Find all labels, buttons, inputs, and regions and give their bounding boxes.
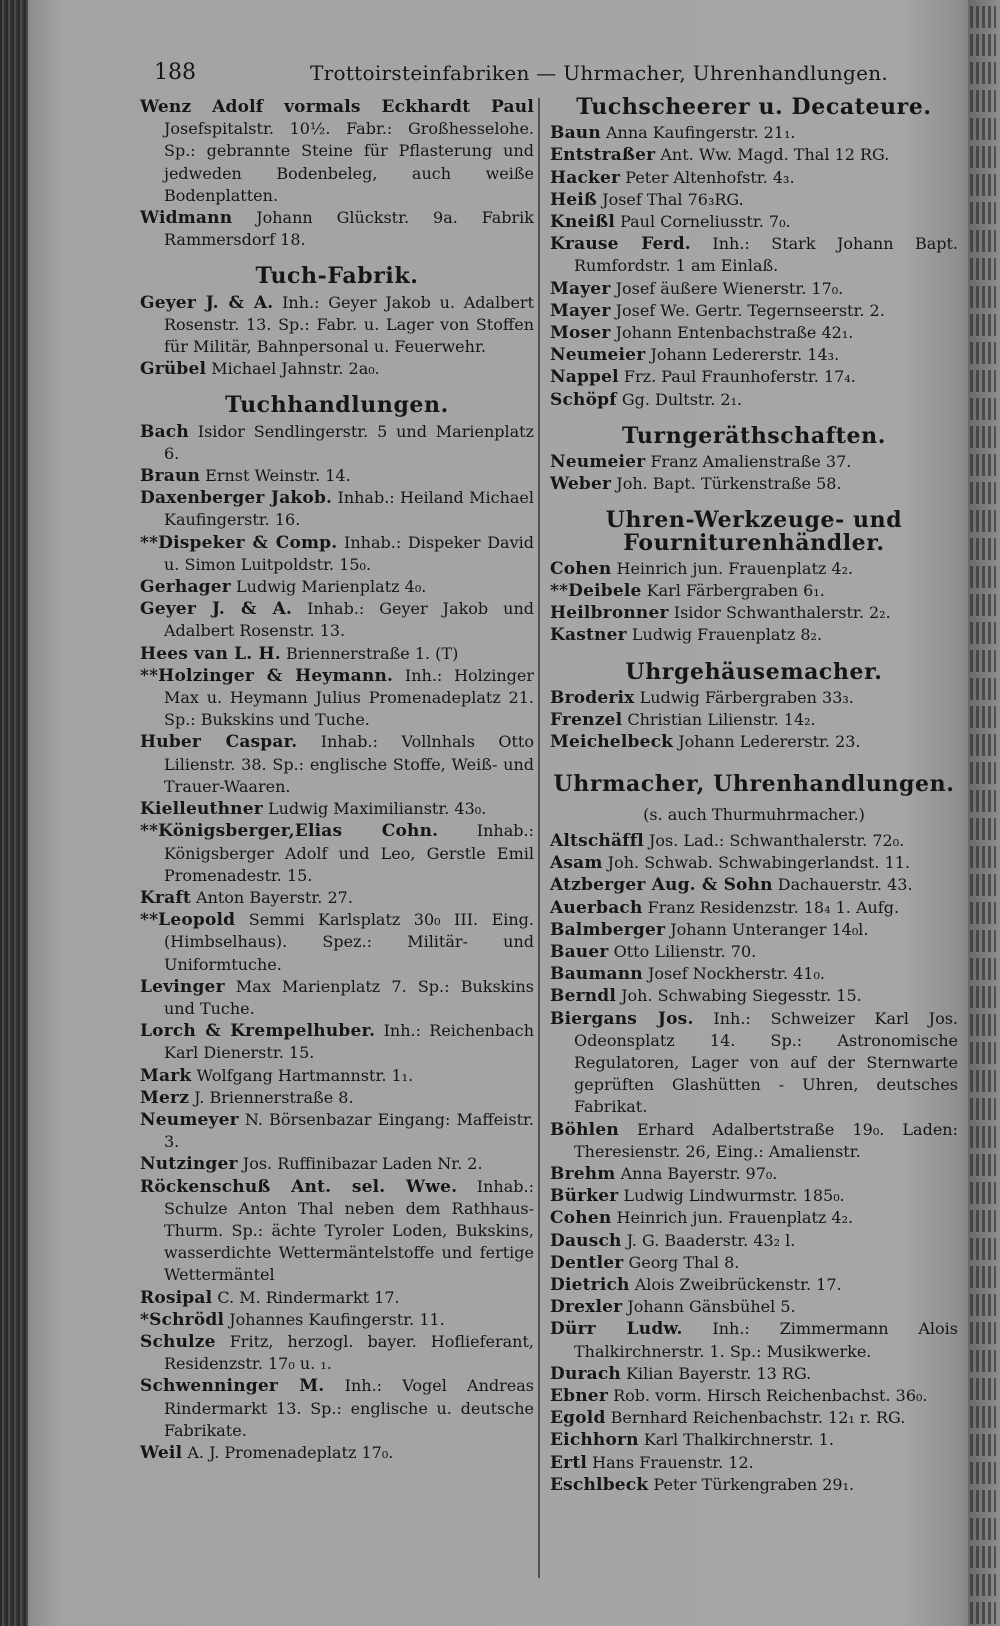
adjacent-page-text-fragment: [970, 790, 996, 812]
entry-details: Isidor Schwanthalerstr. 2₂.: [668, 603, 891, 623]
adjacent-page-text-fragment: [970, 90, 996, 112]
entry-details: Franz Amalienstraße 37.: [645, 452, 852, 472]
entry-details: Inh.: Reichenbach Karl Dienerstr. 15.: [164, 1021, 535, 1063]
directory-entry: [140, 887, 534, 909]
entry-name: Rosipal: [140, 1287, 213, 1308]
entry-details: Ludwig Färbergraben 33₃.: [634, 687, 854, 707]
section-heading: Turngeräthschaften.: [621, 422, 887, 449]
adjacent-page-text-fragment: [970, 1070, 996, 1092]
section-heading: Uhrgehäusemacher.: [625, 658, 883, 685]
entry-name: Cohen: [550, 1208, 612, 1229]
entry-name: Kastner: [550, 625, 627, 646]
directory-entry: [550, 1452, 958, 1474]
entry-details: Kilian Bayerstr. 13 RG.: [621, 1363, 812, 1383]
adjacent-page-text-fragment: [970, 202, 996, 224]
directory-entry: [550, 1185, 958, 1207]
adjacent-page-text-fragment: [970, 1490, 996, 1512]
running-title: Trottoirsteinfabriken — Uhrmacher, Uhrenhandlungen.: [310, 61, 889, 85]
entry-name: Kielleuthner: [140, 799, 263, 820]
adjacent-page-text-fragment: [970, 314, 996, 336]
entry-details: Inh.: Zimmermann Alois Thalkirchnerstr. 1. Sp.: Musikwerke.: [574, 1319, 958, 1361]
directory-page: [140, 56, 960, 1616]
directory-entry: [140, 532, 534, 576]
entry-details: Johann Unteranger 14₀l.: [665, 919, 869, 939]
entry-name: Röckenschuß Ant. sel. Wwe.: [140, 1176, 458, 1197]
entry-details: Otto Lilienstr. 70.: [608, 941, 757, 961]
directory-entry: [550, 1163, 958, 1185]
adjacent-page-text-fragment: [970, 146, 996, 168]
entry-details: Inhab.: Schulze Anton Thal neben dem Rathhaus-Thurm. Sp.: ächte Tyroler Loden, Bukskins, wasserdichte Wettermäntelstoffe und fertige Wettermäntel: [164, 1176, 534, 1285]
entry-name: Bürker: [550, 1186, 619, 1207]
adjacent-page-text-fragment: [970, 510, 996, 532]
directory-entry: [140, 207, 534, 251]
directory-entry: [140, 1442, 534, 1464]
entry-name: Grübel: [140, 359, 207, 380]
directory-entry: [550, 344, 958, 366]
adjacent-page-text-fragment: [970, 1210, 996, 1232]
directory-entry: [550, 473, 958, 495]
entry-details: Anna Kaufingerstr. 21₁.: [600, 123, 796, 143]
adjacent-page-text-fragment: [970, 1546, 996, 1568]
entry-name: Frenzel: [550, 710, 623, 731]
entry-name: Geyer J. & A.: [140, 599, 293, 620]
directory-entry: [140, 731, 534, 798]
section-heading: Uhrmacher, Uhrenhandlungen.: [553, 771, 955, 798]
entry-name: Nutzinger: [140, 1154, 238, 1175]
directory-entry: [140, 1109, 534, 1153]
entry-name: **Königsberger,Elias Cohn.: [140, 821, 439, 842]
entry-details: Frz. Paul Fraunhoferstr. 17₄.: [618, 367, 856, 387]
adjacent-page-text-fragment: [970, 118, 996, 140]
entry-name: *Schrödl: [140, 1309, 225, 1330]
entry-details: N. Börsenbazar Eingang: Maffeistr. 3.: [164, 1109, 534, 1152]
directory-entry: [550, 451, 958, 473]
directory-entry: [550, 144, 958, 166]
section-note: (s. auch Thurmuhrmacher.): [643, 804, 865, 824]
entry-name: Hees van L. H.: [140, 643, 281, 664]
adjacent-page-text-fragment: [970, 1126, 996, 1148]
entry-name: Krause Ferd.: [550, 234, 691, 255]
entry-name: Ertl: [550, 1452, 588, 1473]
directory-entry: [550, 122, 958, 144]
adjacent-page-text-fragment: [970, 1154, 996, 1176]
adjacent-page-text-fragment: [970, 230, 996, 252]
entry-name: Schöpf: [550, 389, 617, 410]
directory-entry: [550, 389, 958, 411]
directory-entry: [140, 909, 534, 976]
entry-name: Mark: [140, 1065, 192, 1086]
entry-name: Eichhorn: [550, 1430, 639, 1451]
adjacent-page-text-fragment: [970, 1434, 996, 1456]
entry-name: Berndl: [550, 986, 617, 1007]
adjacent-page-text-fragment: [970, 398, 996, 420]
directory-entry: [140, 292, 534, 359]
directory-entry: [550, 897, 958, 919]
adjacent-page-text-fragment: [970, 1098, 996, 1120]
entry-name: Daxenberger Jakob.: [140, 488, 333, 509]
entry-details: Joh. Schwabing Siegesstr. 15.: [616, 986, 862, 1006]
entry-name: Dausch: [550, 1230, 622, 1251]
directory-entry: [550, 167, 958, 189]
section-heading: Tuchscheerer u. Decateure.: [576, 94, 932, 120]
entry-details: Johann Entenbachstraße 42₁.: [610, 323, 854, 343]
directory-entry: [550, 687, 958, 709]
directory-entry: [550, 1363, 958, 1385]
directory-entry: [140, 465, 534, 487]
directory-entry: [550, 211, 958, 233]
entry-name: Moser: [550, 323, 611, 344]
entry-name: Schwenninger M.: [140, 1376, 325, 1397]
directory-entry: [140, 665, 534, 732]
directory-entry: [550, 322, 958, 344]
directory-entry: [550, 558, 958, 580]
entry-name: Böhlen: [550, 1119, 619, 1140]
entry-name: Cohen: [550, 558, 612, 579]
left-column: [140, 96, 534, 1464]
entry-details: Josefspitalstr. 10½. Fabr.: Großhesselohe. Sp.: gebrannte Steine für Pflasterung und jedweden Bodenbeleg, auch weiße Bodenplatten.: [164, 119, 534, 205]
entry-details: Peter Türkengraben 29₁.: [648, 1474, 855, 1494]
entry-details: Johann Ledererstr. 14₃.: [645, 345, 840, 365]
entry-details: Rob. vorm. Hirsch Reichenbachst. 36₀.: [607, 1385, 928, 1405]
entry-details: Jos. Lad.: Schwanthalerstr. 72₀.: [643, 830, 905, 850]
entry-name: Heiß: [550, 189, 598, 210]
adjacent-page-text-fragment: [970, 762, 996, 784]
two-column-listing: [140, 96, 960, 1608]
directory-entry: [140, 798, 534, 820]
directory-entry: [550, 189, 958, 211]
directory-entry: [550, 366, 958, 388]
adjacent-page-text-fragment: [970, 538, 996, 560]
directory-entry: [140, 1375, 534, 1442]
directory-entry: [550, 1207, 958, 1229]
adjacent-page-text-fragment: [970, 1042, 996, 1064]
entry-name: **Deibele: [550, 581, 642, 602]
adjacent-page-text-fragment: [970, 34, 996, 56]
directory-entry: [140, 598, 534, 642]
entry-details: Erhard Adalbertstraße 19₀. Laden: Theresienstr. 26, Eing.: Amalienstr.: [574, 1119, 958, 1161]
directory-entry: [550, 919, 958, 941]
entry-name: Widmann: [140, 208, 233, 229]
entry-details: Joh. Bapt. Türkenstraße 58.: [611, 474, 842, 494]
entry-details: A. J. Promenadeplatz 17₀.: [182, 1442, 394, 1462]
entry-details: Christian Lilienstr. 14₂.: [622, 710, 816, 730]
directory-entry: [140, 1331, 534, 1375]
entry-details: Inh.: Vogel Andreas Rindermarkt 13. Sp.: englische u. deutsche Fabrikate.: [164, 1376, 534, 1440]
entry-name: Gerhager: [140, 577, 231, 598]
directory-entry: [550, 941, 958, 963]
adjacent-page-text-fragment: [970, 846, 996, 868]
adjacent-page-text-fragment: [970, 370, 996, 392]
adjacent-page-text-fragment: [970, 1294, 996, 1316]
directory-entry: [140, 976, 534, 1020]
entry-details: Josef Thal 76₃RG.: [597, 189, 744, 209]
entry-details: Fritz, herzogl. bayer. Hoflieferant, Residenzstr. 17₀ u. ₁.: [164, 1331, 534, 1374]
section-heading: Tuchhandlungen.: [225, 392, 449, 419]
directory-entry: [550, 985, 958, 1007]
entry-name: Weil: [140, 1442, 183, 1463]
entry-details: Jos. Ruffinibazar Laden Nr. 2.: [237, 1154, 483, 1174]
directory-entry: [550, 709, 958, 731]
entry-details: Briennerstraße 1. (T): [280, 643, 459, 663]
entry-name: Levinger: [140, 976, 225, 997]
directory-entry: [550, 1474, 958, 1496]
entry-name: Baun: [550, 123, 601, 144]
entry-name: **Dispeker & Comp.: [140, 532, 338, 553]
entry-details: Bernhard Reichenbachstr. 12₁ r. RG.: [605, 1408, 906, 1428]
adjacent-page-text-fragment: [970, 650, 996, 672]
adjacent-page-text-fragment: [970, 958, 996, 980]
entry-details: Josef äußere Wienerstr. 17₀.: [610, 278, 844, 298]
directory-entry: [140, 1087, 534, 1109]
entry-name: Dentler: [550, 1252, 624, 1273]
directory-entry: [550, 624, 958, 646]
entry-details: Johannes Kaufingerstr. 11.: [224, 1309, 445, 1329]
entry-name: Wenz Adolf vormals Eckhardt Paul: [140, 97, 534, 117]
entry-name: Kneißl: [550, 212, 615, 233]
entry-name: Heilbronner: [550, 603, 669, 624]
entry-details: Semmi Karlsplatz 30₀ III. Eing. (Himbselhaus). Spez.: Militär- und Uniformtuche.: [164, 910, 534, 974]
entry-name: Durach: [550, 1363, 621, 1384]
entry-name: Balmberger: [550, 919, 666, 940]
adjacent-page-text-fragment: [970, 734, 996, 756]
entry-name: **Holzinger & Heymann.: [140, 665, 394, 686]
adjacent-page-edge: [968, 0, 1000, 1626]
entry-details: Karl Färbergraben 6₁.: [641, 581, 825, 601]
entry-name: Braun: [140, 466, 201, 487]
entry-details: Inhab.: Heiland Michael Kaufingerstr. 16.: [164, 488, 535, 530]
entry-name: Broderix: [550, 687, 635, 708]
adjacent-page-text-fragment: [970, 454, 996, 476]
entry-details: Ludwig Maximilianstr. 43₀.: [262, 799, 487, 819]
entry-name: Neumeyer: [140, 1109, 239, 1130]
directory-entry: [140, 421, 534, 465]
entry-details: Ernst Weinstr. 14.: [200, 466, 351, 486]
entry-details: Hans Frauenstr. 12.: [587, 1452, 754, 1472]
entry-details: Inhab.: Königsberger Adolf und Leo, Gerstle Emil Promenadestr. 15.: [164, 821, 534, 885]
entry-name: Geyer J. & A.: [140, 292, 274, 313]
entry-details: Michael Jahnstr. 2a₀.: [206, 359, 380, 379]
directory-entry: [140, 1065, 534, 1087]
entry-details: Joh. Schwab. Schwabingerlandst. 11.: [602, 853, 911, 873]
adjacent-page-text-fragment: [970, 1518, 996, 1540]
entry-name: Bach: [140, 421, 189, 442]
adjacent-page-text-fragment: [970, 1378, 996, 1400]
directory-entry: [140, 96, 534, 207]
directory-entry: [140, 576, 534, 598]
adjacent-page-text-fragment: [970, 1014, 996, 1036]
directory-entry: [550, 1296, 958, 1318]
right-column: [550, 96, 958, 1496]
entry-details: Johann Gänsbühel 5.: [622, 1297, 796, 1317]
entry-details: Franz Residenzstr. 18₄ 1. Aufg.: [642, 897, 900, 917]
adjacent-page-text-fragment: [970, 1238, 996, 1260]
entry-name: Hacker: [550, 167, 621, 188]
entry-details: Ant. Ww. Magd. Thal 12 RG.: [655, 145, 890, 165]
directory-entry: [550, 1274, 958, 1296]
directory-entry: [140, 487, 534, 531]
entry-details: Johann Glückstr. 9a. Fabrik Rammersdorf 18.: [164, 208, 534, 250]
entry-details: Inh.: Stark Johann Bapt. Rumfordstr. 1 am Einlaß.: [574, 234, 959, 276]
entry-details: Josef Nockherstr. 41₀.: [642, 964, 825, 984]
entry-name: Baumann: [550, 964, 643, 985]
adjacent-page-text-fragment: [970, 594, 996, 616]
directory-entry: [140, 820, 534, 887]
entry-details: Ludwig Lindwurmstr. 185₀.: [618, 1186, 845, 1206]
directory-entry: [140, 358, 534, 380]
entry-details: Heinrich jun. Frauenplatz 4₂.: [611, 558, 854, 578]
entry-name: Altschäffl: [550, 830, 644, 851]
directory-entry: [140, 1176, 534, 1287]
entry-name: Biergans Jos.: [550, 1008, 694, 1029]
entry-name: Mayer: [550, 300, 611, 321]
directory-entry: [550, 300, 958, 322]
directory-entry: [550, 1230, 958, 1252]
entry-details: Heinrich jun. Frauenplatz 4₂.: [611, 1208, 854, 1228]
entry-name: Neumeier: [550, 345, 646, 366]
entry-name: Egold: [550, 1408, 606, 1429]
directory-entry: [140, 1153, 534, 1175]
entry-details: Inh.: Schweizer Karl Jos. Odeonsplatz 14. Sp.: Astronomische Regulatoren, Lager von auf der Sternwarte geprüften Glashütten - Uhren, deutsches Fabrikat.: [574, 1008, 958, 1117]
book-binding-edge: [0, 0, 28, 1626]
entry-name: Eschlbeck: [550, 1474, 649, 1495]
adjacent-page-text-fragment: [970, 1574, 996, 1596]
entry-details: Isidor Sendlingerstr. 5 und Marienplatz 6.: [164, 421, 534, 463]
entry-name: Weber: [550, 474, 612, 495]
adjacent-page-text-fragment: [970, 902, 996, 924]
adjacent-page-text-fragment: [970, 258, 996, 280]
adjacent-page-text-fragment: [970, 6, 996, 28]
entry-name: Entstraßer: [550, 145, 656, 166]
adjacent-page-text-fragment: [970, 342, 996, 364]
directory-entry: [550, 1008, 958, 1119]
entry-name: Dietrich: [550, 1274, 630, 1295]
entry-details: J. G. Baaderstr. 43₂ l.: [621, 1230, 796, 1250]
directory-entry: [140, 1020, 534, 1064]
directory-entry: [550, 731, 958, 753]
entry-details: Max Marienplatz 7. Sp.: Bukskins und Tuche.: [164, 976, 534, 1018]
entry-details: Inh.: Holzinger Max u. Heymann Julius Promenadeplatz 21. Sp.: Bukskins und Tuche.: [164, 665, 534, 730]
entry-name: Merz: [140, 1087, 190, 1108]
entry-name: Ebner: [550, 1385, 608, 1406]
adjacent-page-text-fragment: [970, 426, 996, 448]
directory-entry: [550, 830, 958, 852]
entry-details: Gg. Dultstr. 2₁.: [616, 389, 743, 409]
entry-details: Paul Corneliusstr. 7₀.: [614, 212, 791, 232]
entry-details: Karl Thalkirchnerstr. 1.: [638, 1430, 834, 1450]
section-heading: Tuch-Fabrik.: [255, 263, 419, 290]
adjacent-page-text-fragment: [970, 482, 996, 504]
adjacent-page-text-fragment: [970, 678, 996, 700]
entry-details: J. Briennerstraße 8.: [189, 1087, 354, 1107]
entry-name: Drexler: [550, 1297, 623, 1318]
entry-details: Josef We. Gertr. Tegernseerstr. 2.: [610, 300, 885, 320]
entry-name: Huber Caspar.: [140, 732, 298, 753]
directory-entry: [550, 852, 958, 874]
adjacent-page-text-fragment: [970, 986, 996, 1008]
running-head: [140, 56, 960, 90]
entry-name: Atzberger Aug. & Sohn: [550, 875, 773, 896]
directory-entry: [550, 1318, 958, 1362]
entry-details: Peter Altenhofstr. 4₃.: [620, 167, 795, 187]
entry-details: Georg Thal 8.: [623, 1252, 740, 1272]
adjacent-page-text-fragment: [970, 1462, 996, 1484]
directory-entry: [140, 643, 534, 665]
entry-name: Auerbach: [550, 897, 643, 918]
directory-entry: [140, 1309, 534, 1331]
directory-entry: [550, 278, 958, 300]
entry-name: Lorch & Krempelhuber.: [140, 1021, 376, 1042]
adjacent-page-text-fragment: [970, 818, 996, 840]
adjacent-page-text-fragment: [970, 1322, 996, 1344]
adjacent-page-text-fragment: [970, 930, 996, 952]
entry-name: Asam: [550, 853, 603, 874]
entry-name: Schulze: [140, 1331, 216, 1352]
entry-details: Ludwig Frauenplatz 8₂.: [626, 625, 823, 645]
directory-entry: [550, 580, 958, 602]
adjacent-page-text-fragment: [970, 174, 996, 196]
directory-entry: [550, 1252, 958, 1274]
entry-name: Dürr Ludw.: [550, 1319, 683, 1340]
adjacent-page-text-fragment: [970, 566, 996, 588]
adjacent-page-text-fragment: [970, 706, 996, 728]
adjacent-page-text-fragment: [970, 1182, 996, 1204]
entry-details: Inhab.: Geyer Jakob und Adalbert Rosenstr. 13.: [164, 599, 534, 641]
directory-entry: [550, 963, 958, 985]
entry-name: Bauer: [550, 941, 609, 962]
adjacent-page-text-fragment: [970, 286, 996, 308]
entry-details: Johann Ledererstr. 23.: [673, 732, 861, 752]
directory-entry: [550, 233, 958, 277]
entry-name: Meichelbeck: [550, 732, 674, 753]
directory-entry: [550, 874, 958, 896]
section-heading: Uhren-Werkzeuge- und Fourniturenhändler.: [605, 507, 903, 556]
adjacent-page-text-fragment: [970, 1266, 996, 1288]
adjacent-page-text-fragment: [970, 1406, 996, 1428]
entry-details: Inh.: Geyer Jakob u. Adalbert Rosenstr. 13. Sp.: Fabr. u. Lager von Stoffen für Militär, Bahnpersonal u. Feuerwehr.: [164, 292, 534, 357]
entry-name: Nappel: [550, 367, 619, 388]
entry-name: Mayer: [550, 278, 611, 299]
page-number: 188: [154, 60, 196, 85]
entry-details: C. M. Rindermarkt 17.: [212, 1287, 400, 1307]
entry-name: Neumeier: [550, 452, 646, 473]
directory-entry: [550, 1385, 958, 1407]
entry-details: Anton Bayerstr. 27.: [190, 887, 353, 907]
directory-entry: [550, 1407, 958, 1429]
adjacent-page-text-fragment: [970, 62, 996, 84]
entry-details: Wolfgang Hartmannstr. 1₁.: [191, 1065, 414, 1085]
adjacent-page-text-fragment: [970, 874, 996, 896]
directory-entry: [550, 1429, 958, 1451]
adjacent-page-text-fragment: [970, 1602, 996, 1624]
adjacent-page-text-fragment: [970, 1350, 996, 1372]
entry-details: Dachauerstr. 43.: [772, 875, 913, 895]
adjacent-page-text-fragment: [970, 622, 996, 644]
directory-entry: [550, 602, 958, 624]
entry-details: Inhab.: Dispeker David u. Simon Luitpoldstr. 15₀.: [164, 532, 534, 574]
directory-entry: [140, 1287, 534, 1309]
column-divider: [538, 98, 540, 1578]
entry-details: Ludwig Marienplatz 4₀.: [230, 577, 427, 597]
entry-details: Alois Zweibrückenstr. 17.: [629, 1274, 842, 1294]
entry-details: Anna Bayerstr. 97₀.: [615, 1163, 778, 1183]
entry-name: **Leopold: [140, 910, 236, 931]
entry-name: Kraft: [140, 887, 191, 908]
directory-entry: [550, 1119, 958, 1163]
entry-name: Brehm: [550, 1163, 616, 1184]
entry-details: Inhab.: Vollnhals Otto Lilienstr. 38. Sp.: englische Stoffe, Weiß- und Trauer-Waaren.: [164, 732, 534, 796]
